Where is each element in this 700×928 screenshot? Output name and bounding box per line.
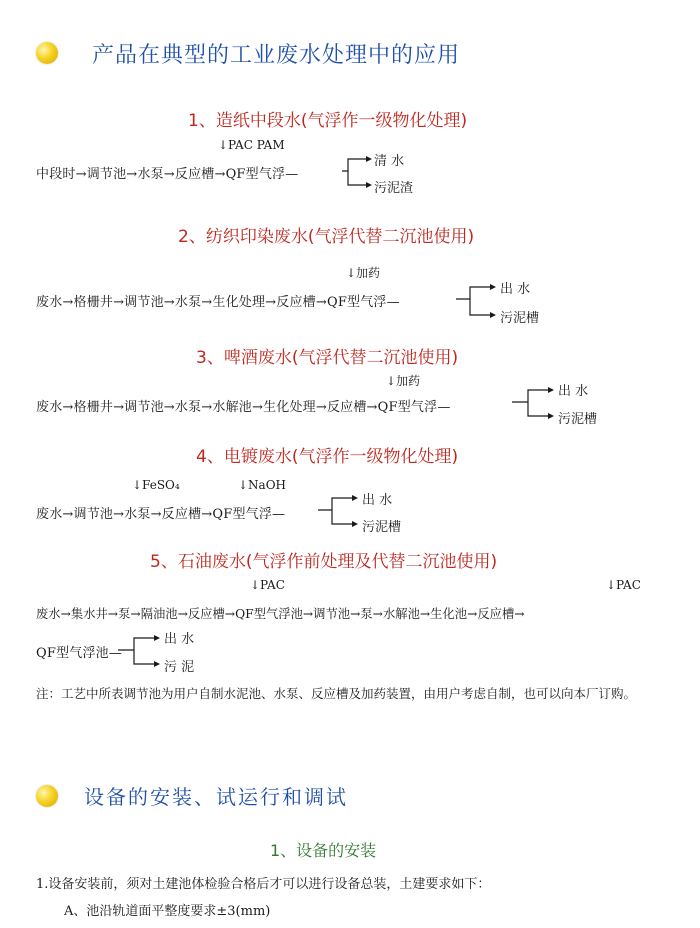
process-note: 注：工艺中所表调节池为用户自制水泥池、水泵、反应槽及加药装置，由用户考虑自制，也可以向本厂订购。 [36, 686, 637, 701]
item-1-output-1: 清 水 [374, 154, 405, 169]
item-4-branch-icon [318, 494, 358, 530]
item-5-output-1: 出 水 [164, 632, 195, 647]
yellow-bullet-icon [36, 42, 58, 64]
item-3-output-1: 出 水 [558, 384, 589, 399]
item-1-heading: 1、造纸中段水(气浮作一级物化处理) [188, 111, 468, 131]
item-3-branch-icon [512, 386, 554, 422]
item-4-flow: 废水→调节池→水泵→反应槽→QF型气浮— [36, 507, 286, 522]
item-3-flow: 废水→格栅井→调节池→水泵→水解池→生化处理→反应槽→QF型气浮— [36, 400, 451, 415]
item-1-flow: 中段时→调节池→水泵→反应槽→QF型气浮— [36, 167, 299, 182]
item-5-heading: 5、石油废水(气浮作前处理及代替二沉池使用) [150, 552, 498, 572]
item-2-flow: 废水→格栅井→调节池→水泵→生化处理→反应槽→QF型气浮— [36, 295, 400, 310]
item-4-output-2: 污泥槽 [362, 520, 402, 535]
item-3-output-2: 污泥槽 [558, 412, 598, 427]
installation-paragraph: 1.设备安装前，须对土建池体检验合格后才可以进行设备总装，土建要求如下： [36, 877, 491, 892]
item-3-heading: 3、啤酒废水(气浮代替二沉池使用) [196, 348, 459, 368]
item-1-branch-icon [342, 155, 372, 191]
item-5-additive-2: ↓PAC [606, 578, 641, 592]
item-5-additive-1: ↓PAC [250, 578, 285, 592]
item-5-output-2: 污 泥 [164, 660, 195, 675]
item-4-additive-1: ↓FeSO₄ [132, 478, 180, 492]
item-5-flow: 废水→集水井→泵→隔油池→反应槽→QF型气浮池→调节池→泵→水解池→生化池→反应槽→ [36, 607, 525, 621]
item-2-output-2: 污泥槽 [500, 311, 540, 326]
item-2-branch-icon [456, 283, 496, 321]
yellow-bullet-icon [36, 785, 58, 807]
item-2-additive: ↓加药 [346, 266, 381, 280]
item-5-flow-2: QF型气浮池— [36, 646, 123, 661]
installation-sub-heading: 1、设备的安装 [270, 841, 377, 860]
section-title-applications: 产品在典型的工业废水处理中的应用 [92, 43, 461, 68]
item-3-additive: ↓加药 [386, 374, 421, 388]
item-2-heading: 2、纺织印染废水(气浮代替二沉池使用) [178, 227, 475, 247]
item-4-additive-2: ↓NaOH [238, 478, 287, 492]
item-4-heading: 4、电镀废水(气浮作一级物化处理) [196, 447, 459, 467]
item-1-output-2: 污泥渣 [374, 181, 414, 196]
item-4-output-1: 出 水 [362, 493, 393, 508]
installation-item-a: A、池沿轨道面平整度要求±3(mm) [64, 904, 271, 919]
section-title-installation: 设备的安装、试运行和调试 [84, 785, 348, 809]
item-2-output-1: 出 水 [500, 282, 531, 297]
item-5-branch-icon [118, 634, 160, 670]
item-1-additive: ↓PAC PAM [218, 138, 285, 152]
